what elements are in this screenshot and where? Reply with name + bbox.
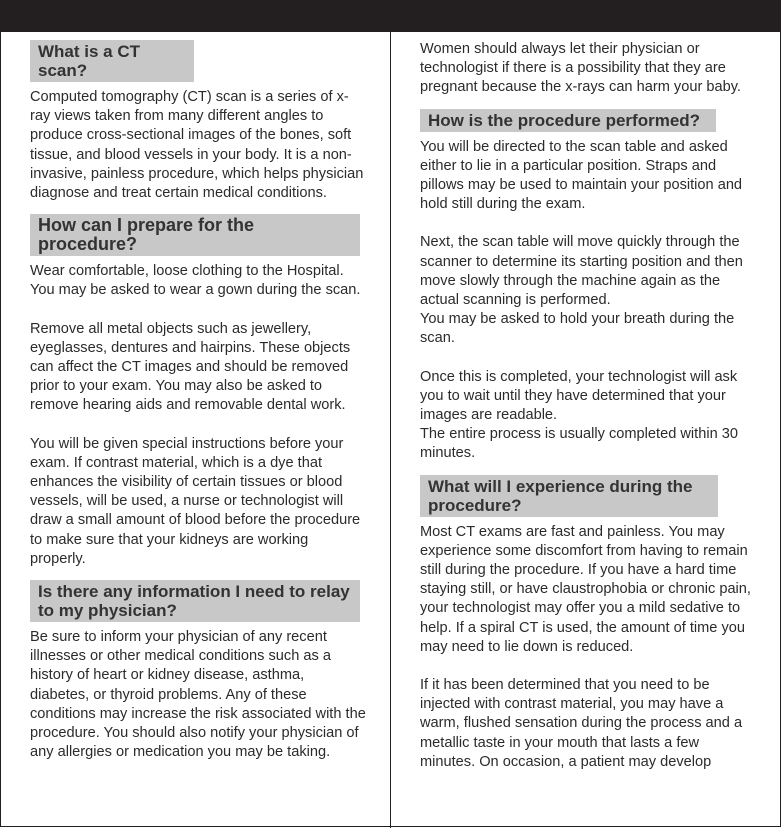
right-column [420,40,756,772]
heading-prepare: How can I prepare for the procedure? [30,214,360,256]
paragraph-scan-table: You will be directed to the scan table and asked either to lie in a particular position. Straps and pillows may be used to maintain your position and hold still during the exam. [420,138,743,213]
paragraph-clothing: Wear comfortable, loose clothing to the Hospital. You may be asked to wear a gown during the scan. [30,263,361,299]
paragraph-ct-definition: Computed tomography (CT) scan is a series of x-ray views taken from many different angles to produce cross-sectional images of the bones, soft tissue, and blood vessels in your body. It is a non-invasive, painless procedure, which helps physician diagnose and treat certain medical conditions. [30,89,364,202]
left-column [30,40,366,762]
paragraph-contrast-sensation: If it has been determined that you need to be injected with contrast material, you may have a warm, flushed sensation during the process and a metallic taste in your mouth that lasts a few minutes. On occasion, a patient may develop [420,677,743,770]
paragraph-instructions: You will be given special instructions before your exam. If contrast material, which is a dye that enhances the visibility of certain tissues or blood vessels, will be used, a nurse or technologist will draw a small amount of blood before the procedure to make sure that your kidneys are working properly. [30,435,361,567]
column-divider [390,32,391,828]
heading-relay-info: Is there any information I need to relay to my physician? [30,580,360,622]
paragraph-pregnancy: Women should always let their physician or technologist if there is a possibility that they are pregnant because the x-rays can harm your baby. [420,41,741,96]
paragraph-inform-physician: Be sure to inform your physician of any recent illnesses or other medical conditions such as a history of heart or kidney disease, asthma, diabetes, or thyroid problems. Any of these conditions may increase the risk associated with the procedure. You should also notify your physician of any allergies or medication you may be taking. [30,629,366,761]
paragraph-metal-objects: Remove all metal objects such as jewellery, eyeglasses, dentures and hairpins. These objects can affect the CT images and should be removed prior to your exam. You may also be asked to remove hearing aids and removable dental work. [30,320,351,414]
paragraph-scanner-move: Next, the scan table will move quickly through the scanner to determine its starting position and then move slowly through the machine again as the actual scanning is performed. [420,234,743,309]
paragraph-fast-painless: Most CT exams are fast and painless. You may experience some discomfort from having to remain still during the procedure. If you have a hard time staying still, or have claustrophobia or chronic pain, your technologist may offer you a mild sedative to help. If a spiral CT is used, the amount of time you may need to lie down is reduced. [420,523,751,655]
paragraph-hold-breath: You may be asked to hold your breath during the scan. [420,311,735,347]
heading-experience: What will I experience during the procedure? [420,475,718,517]
top-header-bar [0,0,781,32]
heading-procedure-performed: How is the procedure performed? [420,109,716,132]
paragraph-completed: Once this is completed, your technologist will ask you to wait until they have determined that your images are readable. [420,368,738,424]
paragraph-duration: The entire process is usually completed within 30 minutes. [420,426,738,462]
heading-what-is-ct: What is a CT scan? [30,40,194,82]
